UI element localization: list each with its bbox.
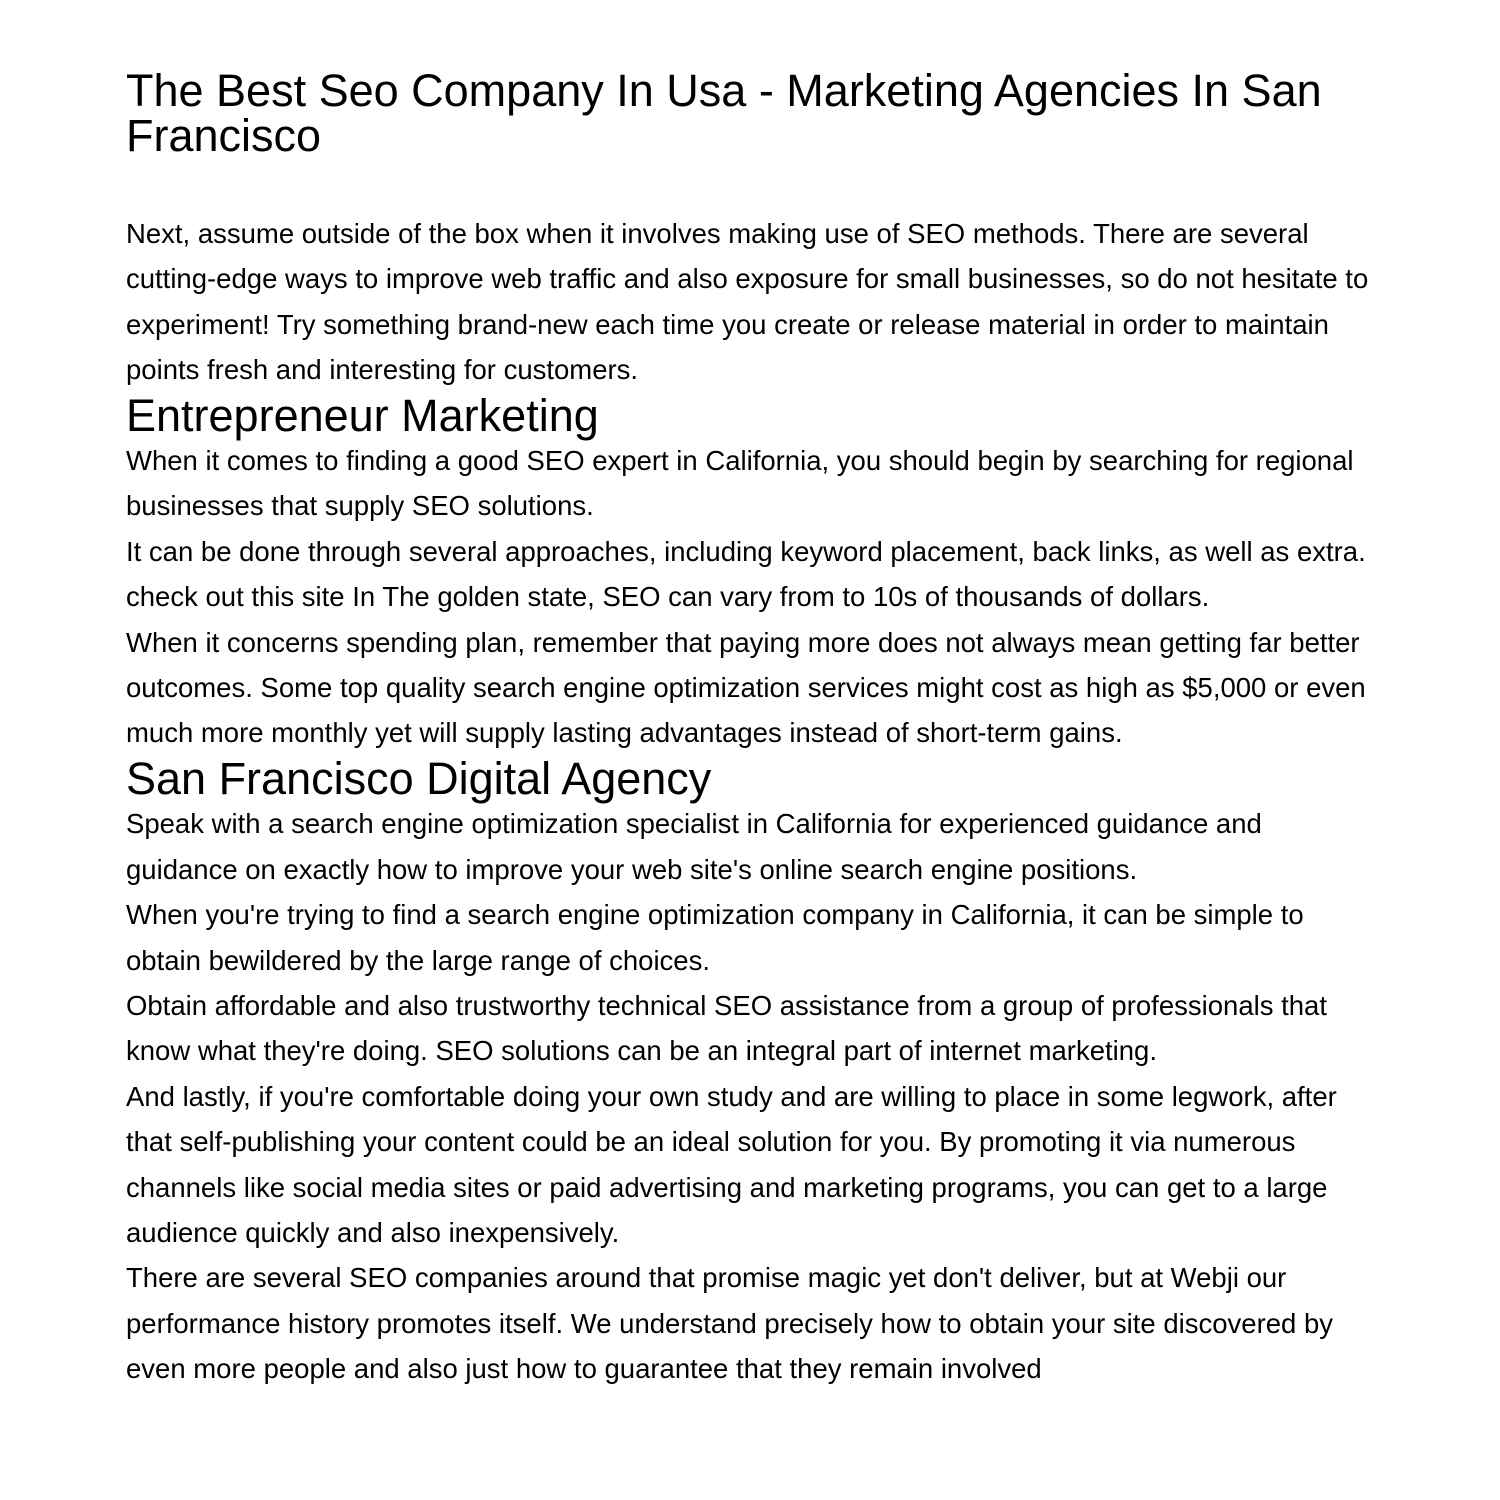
section-paragraph: Obtain affordable and also trustworthy technical SEO assistance from a group of professionals that know what they're doing. SEO solutions can be an integral part of internet marketing.: [126, 989, 1327, 1067]
section-paragraph: When it comes to finding a good SEO expert in California, you should begin by searching for regional businesses that supply SEO solutions.: [126, 445, 1354, 522]
section-heading-entrepreneur-marketing: Entrepreneur Marketing: [126, 389, 599, 441]
section-paragraph: Speak with a search engine optimization specialist in California for experienced guidance and guidance on exactly how to improve your web site's online search engine positions.: [126, 808, 1262, 885]
section-paragraph: When it concerns spending plan, remember that paying more does not always mean getting far better outcomes. Some top quality search engine optimization services might cost as high as $5,000 or even much more monthly yet will supply lasting advantages instead of short-term gains.: [126, 626, 1366, 749]
section-paragraph: There are several SEO companies around that promise magic yet don't deliver, but at Webji our performance history promotes itself. We understand precisely how to obtain your site discovered by even more people and also just how to guarantee that they remain involved: [126, 1262, 1334, 1385]
section-heading-san-francisco-digital-agency: San Francisco Digital Agency: [126, 752, 712, 804]
document-title: The Best Seo Company In Usa - Marketing Agencies In San Francisco: [126, 65, 1322, 161]
section-paragraph: When you're trying to find a search engine optimization company in California, it can be simple to obtain bewildered by the large range of choices.: [126, 899, 1304, 976]
document-body: [126, 211, 1376, 1392]
section-paragraph: It can be done through several approaches, including keyword placement, back links, as well as extra. check out this site In The golden state, SEO can vary from to 10s of thousands of dollars.: [126, 535, 1366, 613]
section-paragraph: And lastly, if you're comfortable doing your own study and are willing to place in some legwork, after that self-publishing your content could be an ideal solution for you. By promoting it via numerous channels like social media sites or paid advertising and marketing programs, you can get to a large audience quickly and also inexpensively.: [126, 1080, 1337, 1248]
intro-paragraph: Next, assume outside of the box when it involves making use of SEO methods. There are several cutting-edge ways to improve web traffic and also exposure for small businesses, so do not hesitate to experiment! Try something brand-new each time you create or release material in order to maintain points fresh and interesting for customers.: [126, 218, 1369, 386]
